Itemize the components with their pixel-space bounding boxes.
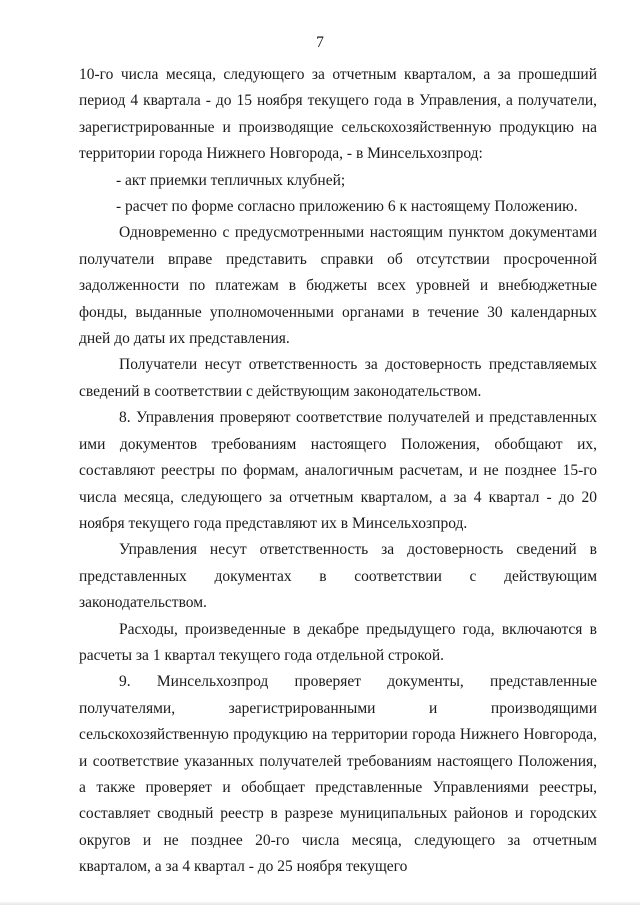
paragraph-departments-responsibility: Управления несут ответственность за достоверность сведений в представленных документах в соответствии с действующим законодательством. bbox=[79, 541, 597, 612]
paragraph-recipient-responsibility: Получатели несут ответственность за достоверность представляемых сведений в соответствии с действующим законодательством. bbox=[79, 356, 597, 400]
page-number: 7 bbox=[316, 34, 324, 51]
list-item-acceptance-act: - акт приемки тепличных клубней; bbox=[116, 171, 346, 189]
paragraph-continuation: 10-го числа месяца, следующего за отчетным кварталом, а за прошедший период 4 квартала - до 15 ноября текущего года в Управления, а получатели, зарегистрированные и производящие сельскохозяйственную продукцию на территории города Нижнего Новгорода, - в Минсельхозпрод: bbox=[79, 66, 597, 163]
paragraph-item-9: 9. Минсельхозпрод проверяет документы, представленные получателями, зарегистрированными и производящими сельскохозяйственную продукцию на территории города Нижнего Новгорода, и соответствие указанных получателей требованиям настоящего Положения, а также проверяет и обобщает представленные Управлениями реестры, составляет сводный реестр в разрезе муниципальных районов и городских округов и не позднее 20-го числа месяца, следующего за отчетным кварталом, а за 4 квартал - до 25 ноября текущего bbox=[79, 673, 597, 876]
paragraph-item-8: 8. Управления проверяют соответствие получателей и представленных ими документов требованиям настоящего Положения, обобщают их, составляют реестры по формам, аналогичным расчетам, и не позднее 15-го числа месяца, следующего за отчетным кварталом, а за 4 квартал - до 20 ноября текущего года представляют их в Минсельхозпрод. bbox=[79, 409, 597, 532]
paragraph-optional-certificates: Одновременно с предусмотренными настоящим пунктом документами получатели вправе представить справки об отсутствии просроченной задолженности по платежам в бюджеты всех уровней и внебюджетные фонды, выданные уполномоченными органами в течение 30 календарных дней до даты их представления. bbox=[79, 224, 597, 348]
document-body bbox=[79, 62, 597, 881]
scan-edge bbox=[0, 901, 640, 905]
paragraph-december-expenses: Расходы, произведенные в декабре предыдущего года, включаются в расчеты за 1 квартал текущего года отдельной строкой. bbox=[79, 620, 597, 664]
list-item-calculation-form: - расчет по форме согласно приложению 6 к настоящему Положению. bbox=[116, 198, 578, 216]
